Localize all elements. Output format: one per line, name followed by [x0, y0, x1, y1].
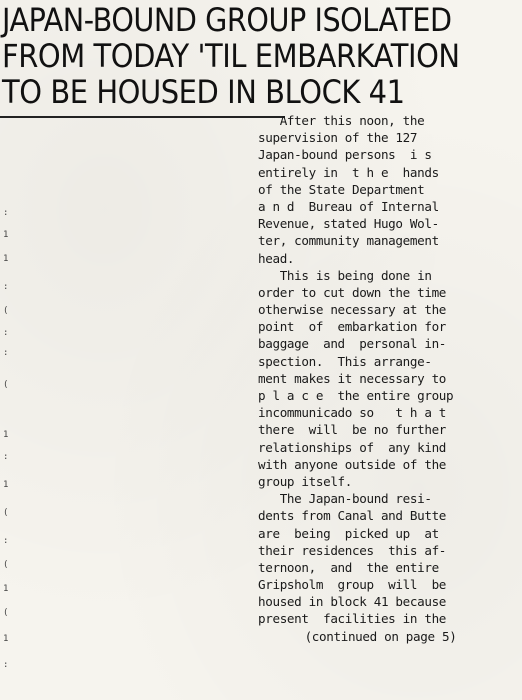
article-line: head.	[258, 250, 295, 266]
article-line: are being picked up at	[258, 525, 439, 541]
article-line: their residences this af-	[258, 542, 447, 558]
article-line: After this noon, the	[258, 113, 425, 128]
article-line: present facilities in the	[258, 611, 447, 627]
article-line: p l a c e the entire group	[258, 388, 454, 403]
article-line: ter, community management	[258, 233, 439, 249]
article-line: entirely in t h e hands	[258, 164, 439, 180]
headline-rule	[0, 116, 285, 118]
article-line: group itself.	[258, 473, 353, 489]
article-body	[258, 112, 503, 645]
headline-line-1: JAPAN-BOUND GROUP ISOLATED	[2, 1, 452, 39]
adjacent-column-edge: : 1 1 : ( : : ( 1 : 1 ( : ( 1 ( 1 :	[3, 208, 9, 670]
article-line: spection. This arrange-	[258, 353, 432, 369]
article-line: ternoon, and the entire	[258, 559, 439, 575]
article-line: Japan-bound persons i s	[258, 147, 432, 163]
article-line: Revenue, stated Hugo Wol-	[258, 216, 439, 232]
article-line: incommunicado so t h a t	[258, 405, 447, 421]
article-line: ment makes it necessary to	[258, 370, 447, 386]
article-line: point of embarkation for	[258, 319, 447, 335]
headline-line-3: TO BE HOUSED IN BLOCK 41	[2, 73, 405, 111]
headline	[2, 1, 517, 112]
article-line: of the State Department	[258, 181, 425, 197]
article-line: otherwise necessary at the	[258, 302, 447, 318]
article-line: housed in block 41 because	[258, 594, 447, 610]
article-line: order to cut down the time	[258, 284, 447, 300]
article-line: relationships of any kind	[258, 439, 447, 455]
article-line: baggage and personal in-	[258, 336, 447, 352]
article-line: a n d Bureau of Internal	[258, 198, 439, 214]
article-line: This is being done in	[258, 267, 432, 283]
article-line: Gripsholm group will be	[258, 577, 447, 593]
article-line: The Japan-bound resi-	[258, 491, 432, 507]
article-line: dents from Canal and Butte	[258, 508, 447, 524]
continued-note: (continued on page 5)	[304, 628, 457, 644]
article-line: supervision of the 127	[258, 130, 418, 146]
article-line: there will be no further	[258, 422, 447, 438]
headline-line-2: FROM TODAY 'TIL EMBARKATION	[2, 37, 460, 75]
article-line: with anyone outside of the	[258, 456, 447, 472]
